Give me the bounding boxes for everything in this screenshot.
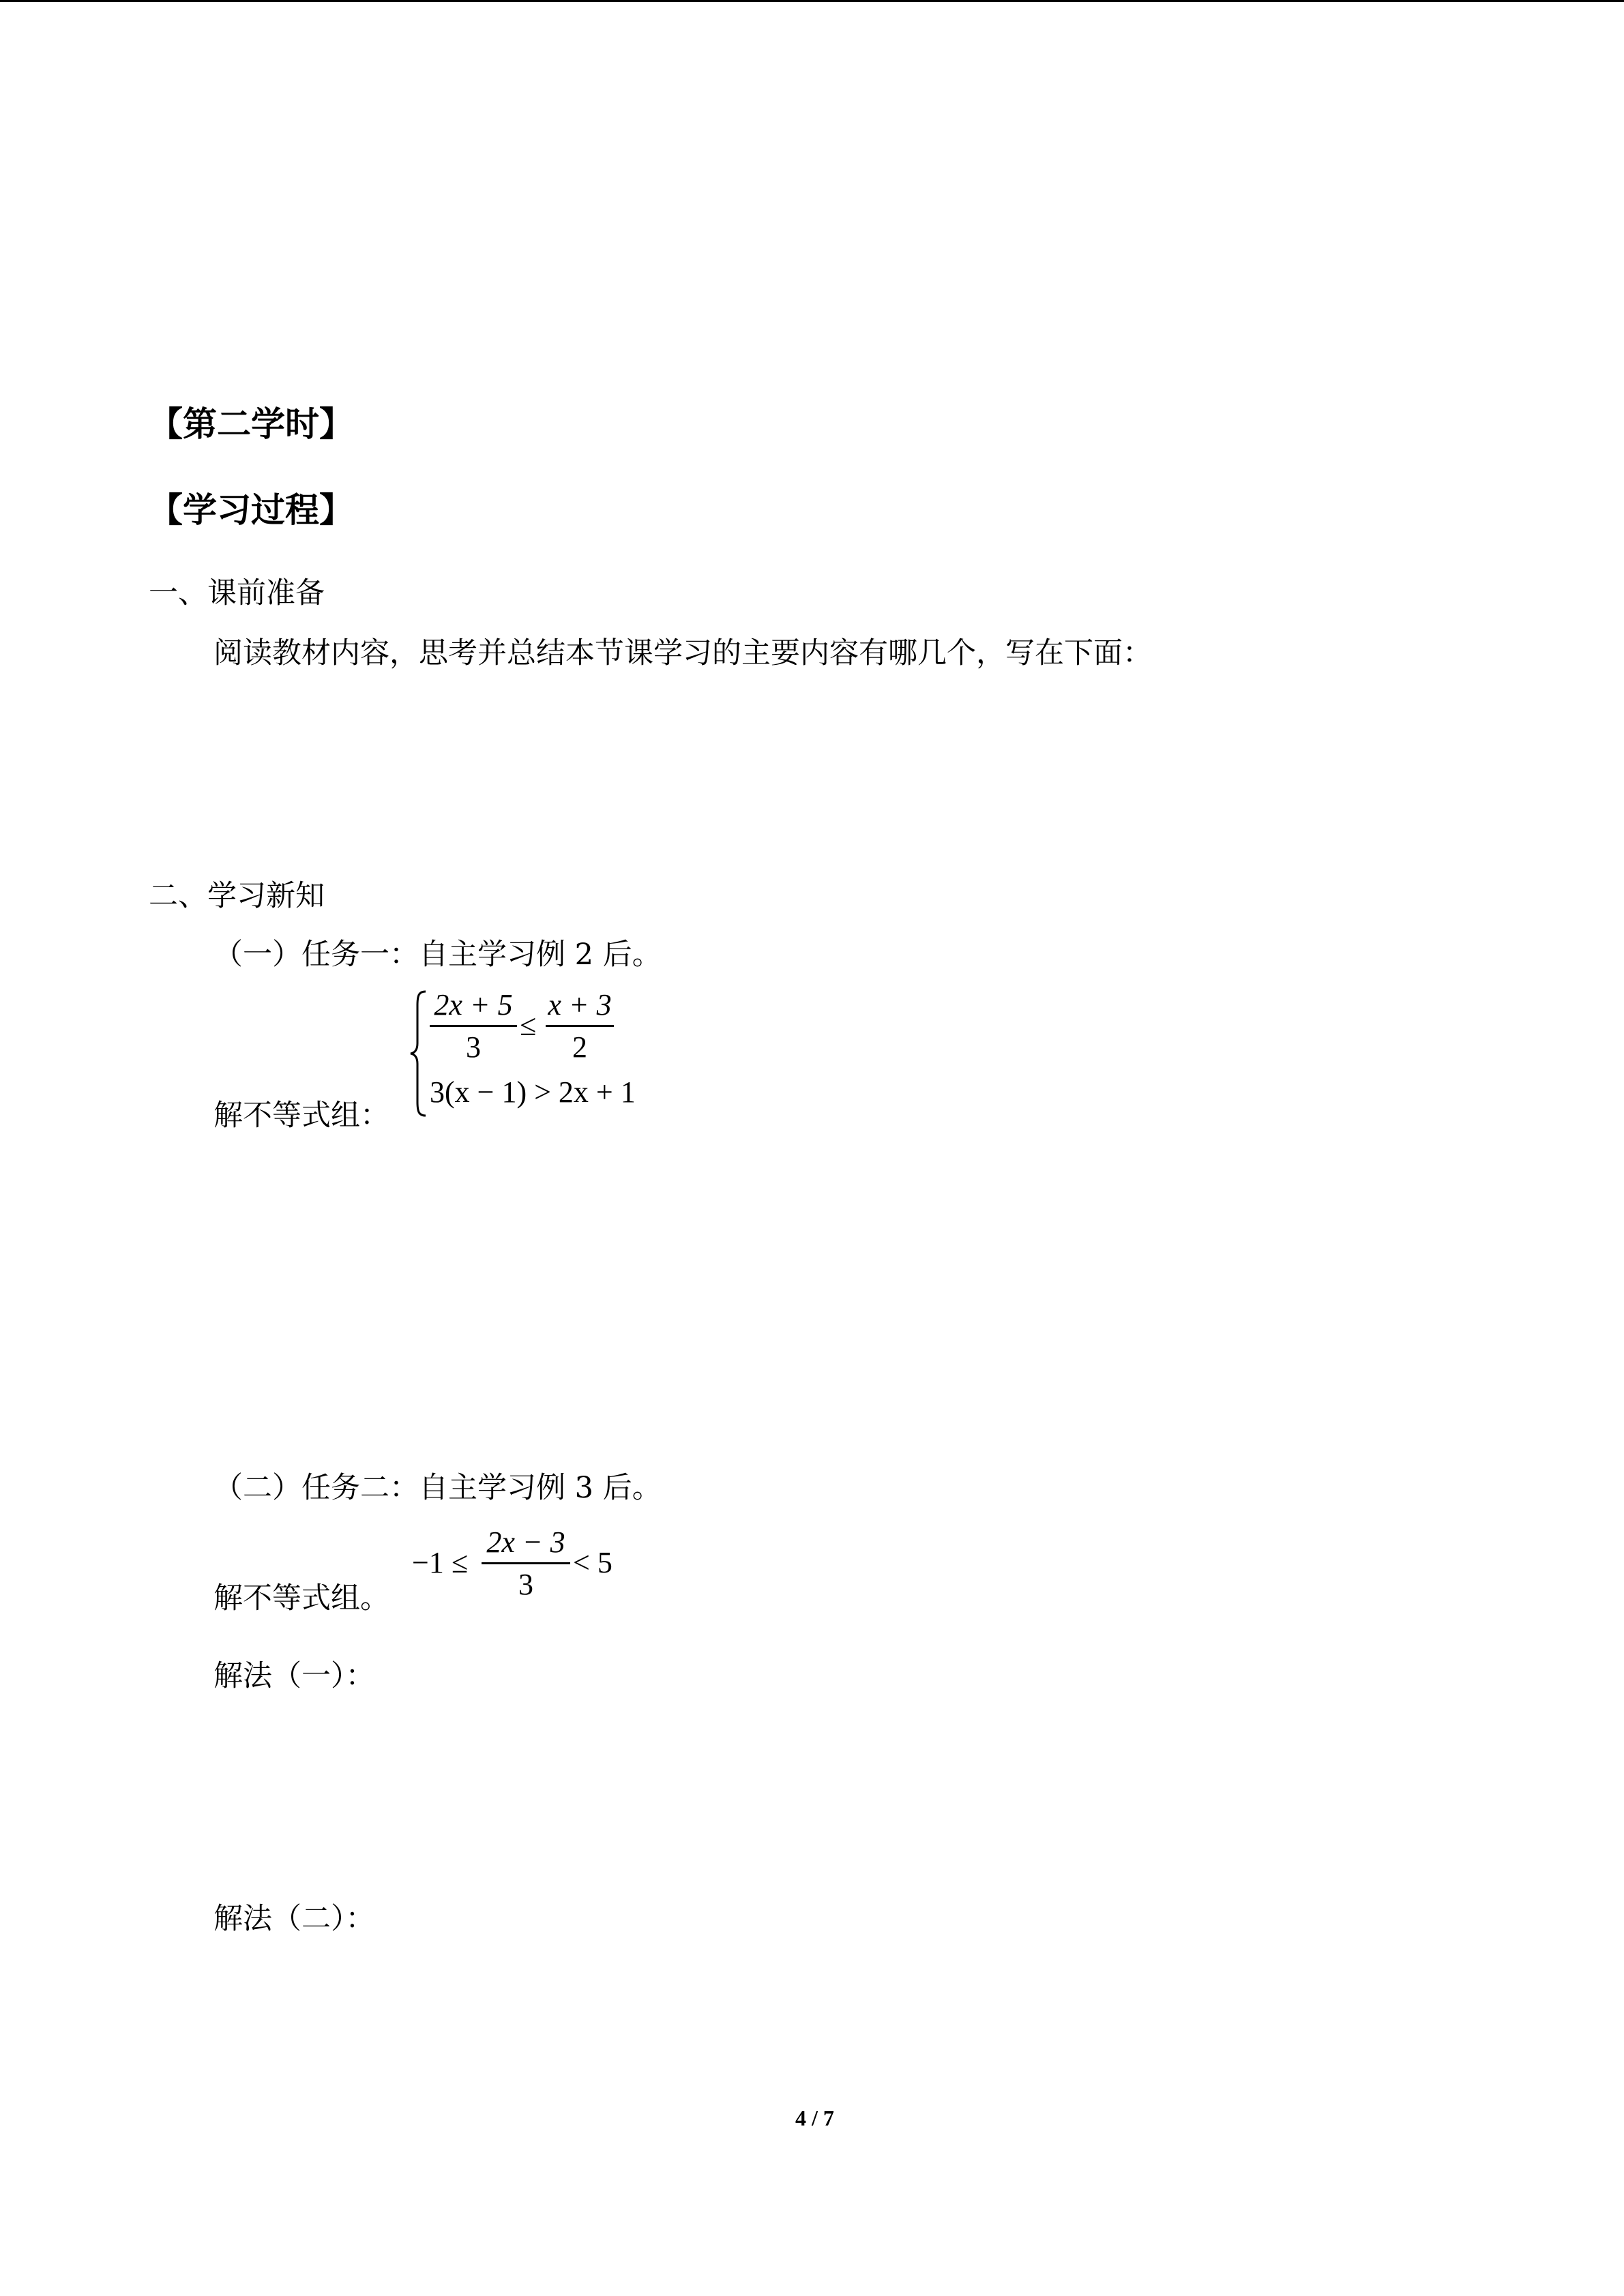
- ineq1-left-denominator: 3: [466, 1030, 481, 1064]
- ineq1-right-denominator: 2: [572, 1030, 587, 1064]
- compound-inequality-fraction: [482, 1525, 570, 1602]
- method1-label: 解法（一）：: [213, 1659, 375, 1693]
- compound-numerator: 2x − 3: [486, 1525, 565, 1559]
- section2-title: 二、学习新知: [149, 879, 325, 913]
- task2-prompt: 解不等式组。: [213, 1581, 389, 1615]
- lesson-heading: 【第二学时】: [149, 404, 353, 444]
- process-heading: 【学习过程】: [149, 490, 353, 530]
- section1-title: 一、课前准备: [149, 576, 325, 610]
- section1-instruction: 阅读教材内容，思考并总结本节课学习的主要内容有哪几个，写在下面：: [213, 636, 1152, 670]
- ineq1-left-numerator: 2x + 5: [434, 988, 513, 1022]
- task2-title: （二）任务二：自主学习例 3 后。: [213, 1471, 662, 1505]
- compound-inequality-lhs: −1 ≤: [412, 1546, 468, 1579]
- system-brace: [409, 989, 430, 1124]
- top-border-line: [0, 0, 1624, 2]
- task1-title: （一）任务一：自主学习例 2 后。: [213, 938, 662, 972]
- fraction-bar: [430, 1025, 517, 1027]
- ineq1-right-numerator: x + 3: [548, 988, 612, 1022]
- ineq1-operator: ≤: [520, 1009, 537, 1042]
- fraction-bar: [546, 1025, 614, 1027]
- page-number: 4 / 7: [795, 2106, 834, 2130]
- ineq2: 3(x − 1) > 2x + 1: [430, 1075, 636, 1109]
- task1-prompt: 解不等式组：: [213, 1099, 389, 1133]
- left-brace-icon: [409, 989, 430, 1118]
- ineq1-left-fraction: [430, 987, 517, 1064]
- compound-inequality-rhs: < 5: [573, 1546, 612, 1579]
- method2-label: 解法（二）：: [213, 1902, 375, 1936]
- compound-denominator: 3: [518, 1568, 533, 1601]
- ineq1-right-fraction: [546, 987, 614, 1064]
- fraction-bar: [482, 1562, 570, 1564]
